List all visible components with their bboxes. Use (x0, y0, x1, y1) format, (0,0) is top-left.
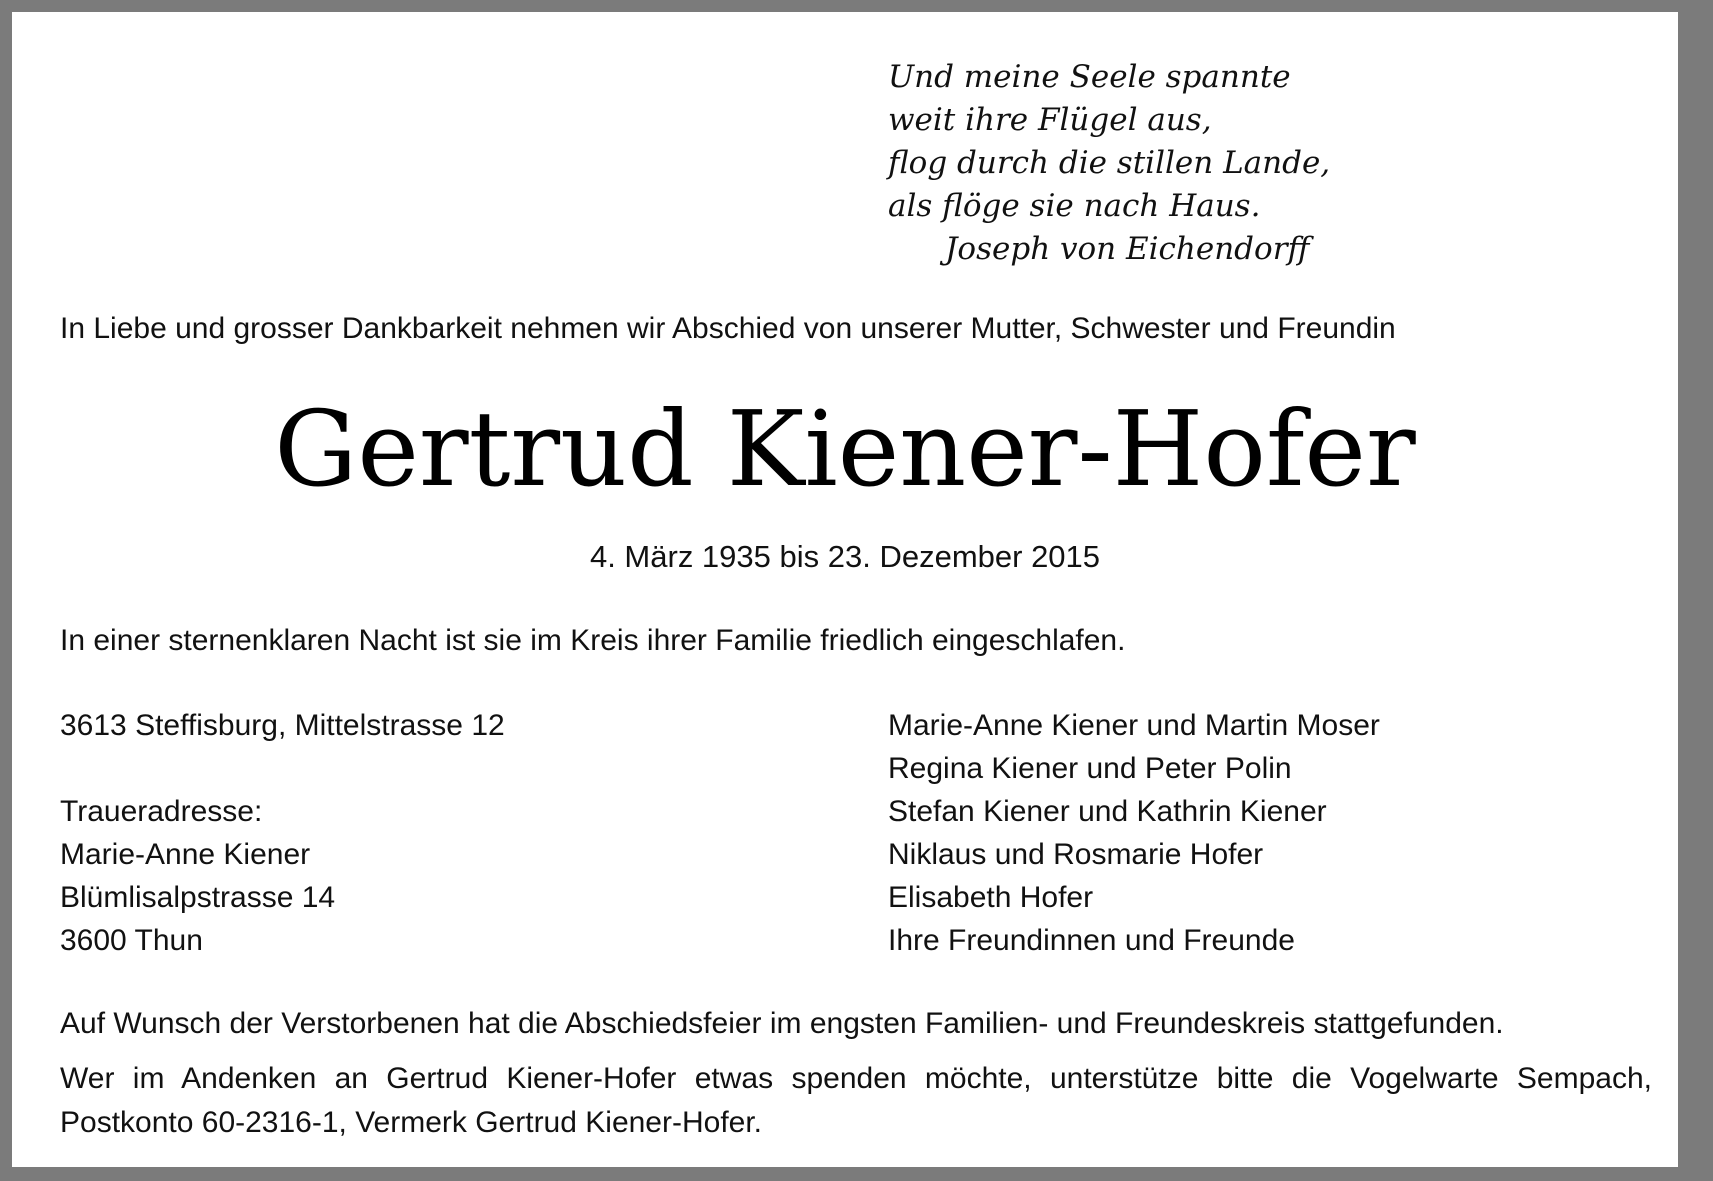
mourner-entry: Stefan Kiener und Kathrin Kiener (888, 795, 1327, 828)
deceased-name: Gertrud Kiener-Hofer (274, 388, 1416, 510)
passing-text: In einer sternenklaren Nacht ist sie im Kreis ihrer Familie friedlich eingeschlafen. (60, 624, 1126, 657)
poem-author: Joseph von Eichendorff (945, 231, 1310, 267)
life-dates: 4. März 1935 bis 23. Dezember 2015 (589, 539, 1101, 574)
poem-line: weit ihre Flügel aus, (888, 102, 1212, 138)
mourner-entry: Ihre Freundinnen und Freunde (888, 924, 1295, 957)
address-block (60, 704, 505, 962)
mourners-list (888, 704, 1380, 962)
obituary-page (12, 12, 1678, 1167)
mourning-address-line: Blümlisalpstrasse 14 (60, 881, 336, 914)
donation-note: Wer im Andenken an Gertrud Kiener-Hofer etwas spenden möchte, unterstütze bitte die Vogelwarte Sempach, Postkonto 60-2316-1, Vermerk Gertrud Kiener-Hofer. (60, 1062, 1652, 1139)
mourning-address-label: Traueradresse: (60, 795, 263, 828)
mourner-entry: Marie-Anne Kiener und Martin Moser (888, 709, 1380, 742)
intro-text: In Liebe und grosser Dankbarkeit nehmen wir Abschied von unserer Mutter, Schwester und Freundin (60, 312, 1396, 345)
poem-line: flog durch die stillen Lande, (888, 145, 1331, 181)
spacer (60, 747, 505, 790)
poem-line: als flöge sie nach Haus. (888, 188, 1261, 224)
poem-quote (888, 56, 1330, 271)
poem-line: Und meine Seele spannte (888, 59, 1291, 95)
page-edge-shade (1678, 0, 1713, 1181)
mourner-entry: Regina Kiener und Peter Polin (888, 752, 1292, 785)
mourner-entry: Niklaus und Rosmarie Hofer (888, 838, 1264, 871)
mourner-entry: Elisabeth Hofer (888, 881, 1094, 914)
home-address: 3613 Steffisburg, Mittelstrasse 12 (60, 709, 505, 742)
ceremony-note: Auf Wunsch der Verstorbenen hat die Abschiedsfeier im engsten Familien- und Freundeskreis stattgefunden. (60, 1007, 1504, 1040)
mourning-address-line: Marie-Anne Kiener (60, 838, 311, 871)
mourning-address-line: 3600 Thun (60, 924, 203, 957)
